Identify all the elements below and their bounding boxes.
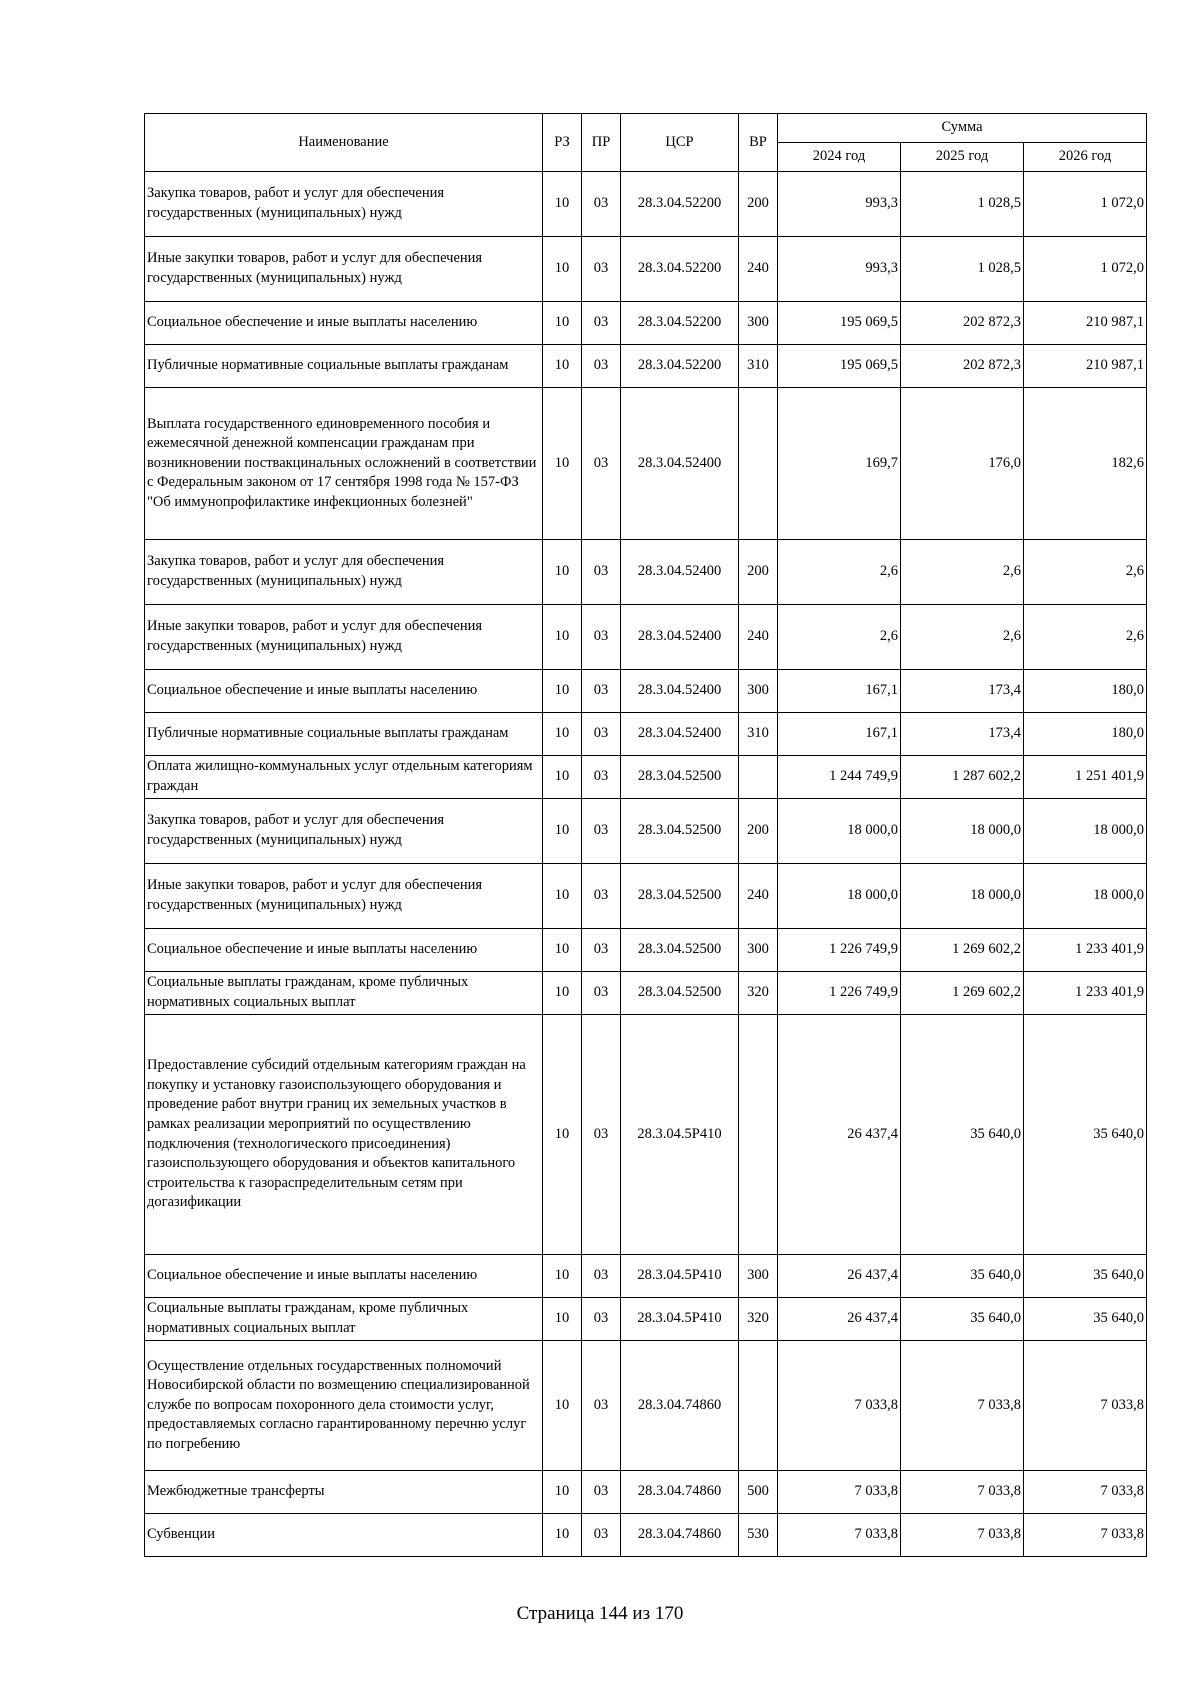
cell-csr: 28.3.04.52500 (621, 972, 739, 1015)
cell-csr: 28.3.04.52200 (621, 237, 739, 302)
cell-rz: 10 (543, 1015, 582, 1255)
cell-name: Закупка товаров, работ и услуг для обеспечения государственных (муниципальных) нужд (145, 799, 543, 864)
table-row (145, 799, 1147, 864)
budget-table (144, 113, 1147, 1557)
cell-vr: 300 (739, 670, 778, 713)
cell-pr: 03 (582, 799, 621, 864)
cell-sum-2024: 167,1 (778, 713, 901, 756)
cell-sum-2026: 180,0 (1024, 670, 1147, 713)
cell-vr: 530 (739, 1514, 778, 1557)
cell-sum-2024: 2,6 (778, 605, 901, 670)
cell-sum-2024: 1 226 749,9 (778, 929, 901, 972)
cell-csr: 28.3.04.5Р410 (621, 1255, 739, 1298)
cell-name: Иные закупки товаров, работ и услуг для обеспечения государственных (муниципальных) нужд (145, 864, 543, 929)
cell-pr: 03 (582, 929, 621, 972)
cell-sum-2024: 993,3 (778, 172, 901, 237)
cell-csr: 28.3.04.52400 (621, 713, 739, 756)
cell-sum-2025: 176,0 (901, 388, 1024, 540)
table-row (145, 605, 1147, 670)
cell-csr: 28.3.04.52500 (621, 929, 739, 972)
cell-sum-2026: 35 640,0 (1024, 1015, 1147, 1255)
cell-vr: 320 (739, 1298, 778, 1341)
cell-vr: 300 (739, 1255, 778, 1298)
cell-sum-2026: 180,0 (1024, 713, 1147, 756)
cell-name: Социальное обеспечение и иные выплаты населению (145, 929, 543, 972)
cell-vr (739, 1015, 778, 1255)
cell-name: Социальные выплаты гражданам, кроме публичных нормативных социальных выплат (145, 1298, 543, 1341)
table-row (145, 540, 1147, 605)
cell-pr: 03 (582, 237, 621, 302)
cell-rz: 10 (543, 1341, 582, 1471)
cell-csr: 28.3.04.52500 (621, 799, 739, 864)
cell-name: Закупка товаров, работ и услуг для обеспечения государственных (муниципальных) нужд (145, 540, 543, 605)
cell-sum-2026: 2,6 (1024, 605, 1147, 670)
cell-csr: 28.3.04.5Р410 (621, 1298, 739, 1341)
cell-sum-2024: 167,1 (778, 670, 901, 713)
cell-pr: 03 (582, 540, 621, 605)
cell-sum-2025: 173,4 (901, 713, 1024, 756)
table-body (145, 172, 1147, 1557)
cell-rz: 10 (543, 1255, 582, 1298)
cell-sum-2025: 7 033,8 (901, 1514, 1024, 1557)
cell-vr (739, 1341, 778, 1471)
cell-sum-2026: 1 251 401,9 (1024, 756, 1147, 799)
cell-sum-2024: 18 000,0 (778, 799, 901, 864)
table-row (145, 1255, 1147, 1298)
cell-sum-2026: 2,6 (1024, 540, 1147, 605)
cell-sum-2025: 7 033,8 (901, 1341, 1024, 1471)
cell-pr: 03 (582, 1015, 621, 1255)
cell-rz: 10 (543, 302, 582, 345)
cell-csr: 28.3.04.74860 (621, 1514, 739, 1557)
cell-csr: 28.3.04.52500 (621, 864, 739, 929)
cell-pr: 03 (582, 756, 621, 799)
cell-sum-2024: 7 033,8 (778, 1471, 901, 1514)
cell-pr: 03 (582, 972, 621, 1015)
cell-vr: 200 (739, 540, 778, 605)
cell-name: Осуществление отдельных государственных полномочий Новосибирской области по возмещению специализированной службе по вопросам похоронного дела стоимости услуг, предоставляемых согласно гарантированному перечню услуг по погребению (145, 1341, 543, 1471)
cell-vr: 200 (739, 172, 778, 237)
cell-rz: 10 (543, 540, 582, 605)
table-row (145, 713, 1147, 756)
cell-sum-2025: 35 640,0 (901, 1298, 1024, 1341)
cell-sum-2024: 26 437,4 (778, 1015, 901, 1255)
cell-sum-2025: 1 028,5 (901, 172, 1024, 237)
table-row (145, 670, 1147, 713)
cell-sum-2026: 7 033,8 (1024, 1341, 1147, 1471)
cell-sum-2026: 18 000,0 (1024, 864, 1147, 929)
cell-name: Социальное обеспечение и иные выплаты населению (145, 302, 543, 345)
cell-pr: 03 (582, 1341, 621, 1471)
cell-rz: 10 (543, 1514, 582, 1557)
cell-sum-2024: 26 437,4 (778, 1255, 901, 1298)
cell-csr: 28.3.04.74860 (621, 1341, 739, 1471)
cell-sum-2024: 7 033,8 (778, 1514, 901, 1557)
cell-name: Предоставление субсидий отдельным категориям граждан на покупку и установку газоиспользующего оборудования и проведение работ внутри границ их земельных участков в рамках реализации мероприятий по осуществлению подключения (технологического присоединения) газоиспользующего оборудования и объектов капитального строительства к газораспределительным сетям при догазификации (145, 1015, 543, 1255)
cell-csr: 28.3.04.52200 (621, 172, 739, 237)
cell-rz: 10 (543, 864, 582, 929)
cell-csr: 28.3.04.5Р410 (621, 1015, 739, 1255)
cell-name: Субвенции (145, 1514, 543, 1557)
cell-vr: 300 (739, 302, 778, 345)
header-name: Наименование (145, 114, 543, 172)
cell-sum-2025: 1 028,5 (901, 237, 1024, 302)
cell-vr: 300 (739, 929, 778, 972)
table-row (145, 388, 1147, 540)
cell-pr: 03 (582, 388, 621, 540)
cell-sum-2025: 1 269 602,2 (901, 929, 1024, 972)
table-row (145, 345, 1147, 388)
cell-sum-2026: 1 072,0 (1024, 237, 1147, 302)
header-rz: РЗ (543, 114, 582, 172)
cell-csr: 28.3.04.52200 (621, 345, 739, 388)
cell-pr: 03 (582, 345, 621, 388)
cell-name: Социальное обеспечение и иные выплаты населению (145, 1255, 543, 1298)
cell-pr: 03 (582, 1471, 621, 1514)
cell-csr: 28.3.04.52400 (621, 605, 739, 670)
cell-name: Закупка товаров, работ и услуг для обеспечения государственных (муниципальных) нужд (145, 172, 543, 237)
cell-name: Иные закупки товаров, работ и услуг для обеспечения государственных (муниципальных) нужд (145, 605, 543, 670)
cell-sum-2024: 2,6 (778, 540, 901, 605)
cell-vr: 240 (739, 864, 778, 929)
cell-name: Оплата жилищно-коммунальных услуг отдельным категориям граждан (145, 756, 543, 799)
cell-sum-2025: 18 000,0 (901, 864, 1024, 929)
table-row (145, 1514, 1147, 1557)
cell-vr: 320 (739, 972, 778, 1015)
cell-sum-2024: 169,7 (778, 388, 901, 540)
cell-csr: 28.3.04.52200 (621, 302, 739, 345)
cell-pr: 03 (582, 172, 621, 237)
cell-rz: 10 (543, 670, 582, 713)
cell-sum-2026: 35 640,0 (1024, 1298, 1147, 1341)
cell-sum-2026: 1 233 401,9 (1024, 929, 1147, 972)
cell-vr: 200 (739, 799, 778, 864)
cell-pr: 03 (582, 713, 621, 756)
cell-vr: 500 (739, 1471, 778, 1514)
cell-vr: 310 (739, 345, 778, 388)
cell-pr: 03 (582, 1298, 621, 1341)
cell-sum-2025: 35 640,0 (901, 1015, 1024, 1255)
cell-sum-2025: 173,4 (901, 670, 1024, 713)
cell-sum-2026: 210 987,1 (1024, 302, 1147, 345)
cell-vr (739, 388, 778, 540)
cell-sum-2026: 7 033,8 (1024, 1514, 1147, 1557)
cell-csr: 28.3.04.52400 (621, 388, 739, 540)
cell-rz: 10 (543, 345, 582, 388)
header-pr: ПР (582, 114, 621, 172)
cell-sum-2024: 18 000,0 (778, 864, 901, 929)
cell-rz: 10 (543, 172, 582, 237)
cell-rz: 10 (543, 799, 582, 864)
cell-name: Выплата государственного единовременного пособия и ежемесячной денежной компенсации гражданам при возникновении поствакцинальных осложнений в соответствии с Федеральным законом от 17 сентября 1998 года № 157-ФЗ "Об иммунопрофилактике инфекционных болезней" (145, 388, 543, 540)
table-row (145, 1471, 1147, 1514)
cell-name: Публичные нормативные социальные выплаты гражданам (145, 345, 543, 388)
table-row (145, 237, 1147, 302)
table-row (145, 864, 1147, 929)
cell-rz: 10 (543, 1298, 582, 1341)
table-row (145, 172, 1147, 237)
table-row (145, 1015, 1147, 1255)
cell-sum-2025: 1 287 602,2 (901, 756, 1024, 799)
cell-name: Межбюджетные трансферты (145, 1471, 543, 1514)
cell-name: Публичные нормативные социальные выплаты гражданам (145, 713, 543, 756)
cell-sum-2024: 993,3 (778, 237, 901, 302)
cell-pr: 03 (582, 605, 621, 670)
cell-name: Социальное обеспечение и иные выплаты населению (145, 670, 543, 713)
cell-pr: 03 (582, 1255, 621, 1298)
cell-csr: 28.3.04.52500 (621, 756, 739, 799)
cell-pr: 03 (582, 302, 621, 345)
cell-sum-2026: 210 987,1 (1024, 345, 1147, 388)
cell-vr: 240 (739, 605, 778, 670)
cell-sum-2026: 182,6 (1024, 388, 1147, 540)
table-row (145, 1341, 1147, 1471)
cell-rz: 10 (543, 1471, 582, 1514)
table-row (145, 929, 1147, 972)
header-vr: ВР (739, 114, 778, 172)
cell-sum-2024: 1 244 749,9 (778, 756, 901, 799)
cell-sum-2026: 1 233 401,9 (1024, 972, 1147, 1015)
cell-sum-2026: 35 640,0 (1024, 1255, 1147, 1298)
cell-sum-2025: 7 033,8 (901, 1471, 1024, 1514)
cell-csr: 28.3.04.74860 (621, 1471, 739, 1514)
cell-vr: 310 (739, 713, 778, 756)
cell-csr: 28.3.04.52400 (621, 670, 739, 713)
table-row (145, 972, 1147, 1015)
cell-rz: 10 (543, 756, 582, 799)
cell-rz: 10 (543, 605, 582, 670)
cell-sum-2026: 7 033,8 (1024, 1471, 1147, 1514)
table-header (145, 114, 1147, 172)
cell-sum-2026: 18 000,0 (1024, 799, 1147, 864)
cell-vr (739, 756, 778, 799)
cell-sum-2026: 1 072,0 (1024, 172, 1147, 237)
cell-sum-2025: 2,6 (901, 540, 1024, 605)
cell-rz: 10 (543, 972, 582, 1015)
cell-name: Иные закупки товаров, работ и услуг для обеспечения государственных (муниципальных) нужд (145, 237, 543, 302)
cell-rz: 10 (543, 237, 582, 302)
cell-pr: 03 (582, 1514, 621, 1557)
cell-sum-2024: 1 226 749,9 (778, 972, 901, 1015)
cell-sum-2025: 202 872,3 (901, 302, 1024, 345)
header-year-2024: 2024 год (778, 143, 901, 172)
table-row (145, 302, 1147, 345)
page-number: Страница 144 из 170 (516, 1603, 684, 1624)
table-row (145, 756, 1147, 799)
cell-sum-2024: 195 069,5 (778, 302, 901, 345)
header-year-2025: 2025 год (901, 143, 1024, 172)
cell-sum-2024: 7 033,8 (778, 1341, 901, 1471)
header-csr: ЦСР (621, 114, 739, 172)
cell-sum-2025: 202 872,3 (901, 345, 1024, 388)
cell-sum-2024: 195 069,5 (778, 345, 901, 388)
cell-csr: 28.3.04.52400 (621, 540, 739, 605)
cell-sum-2025: 35 640,0 (901, 1255, 1024, 1298)
cell-sum-2025: 1 269 602,2 (901, 972, 1024, 1015)
cell-name: Социальные выплаты гражданам, кроме публичных нормативных социальных выплат (145, 972, 543, 1015)
header-sum: Сумма (778, 114, 1147, 143)
cell-rz: 10 (543, 929, 582, 972)
header-year-2026: 2026 год (1024, 143, 1147, 172)
cell-rz: 10 (543, 388, 582, 540)
cell-sum-2025: 18 000,0 (901, 799, 1024, 864)
cell-pr: 03 (582, 864, 621, 929)
cell-rz: 10 (543, 713, 582, 756)
cell-vr: 240 (739, 237, 778, 302)
cell-sum-2025: 2,6 (901, 605, 1024, 670)
cell-pr: 03 (582, 670, 621, 713)
cell-sum-2024: 26 437,4 (778, 1298, 901, 1341)
table-row (145, 1298, 1147, 1341)
